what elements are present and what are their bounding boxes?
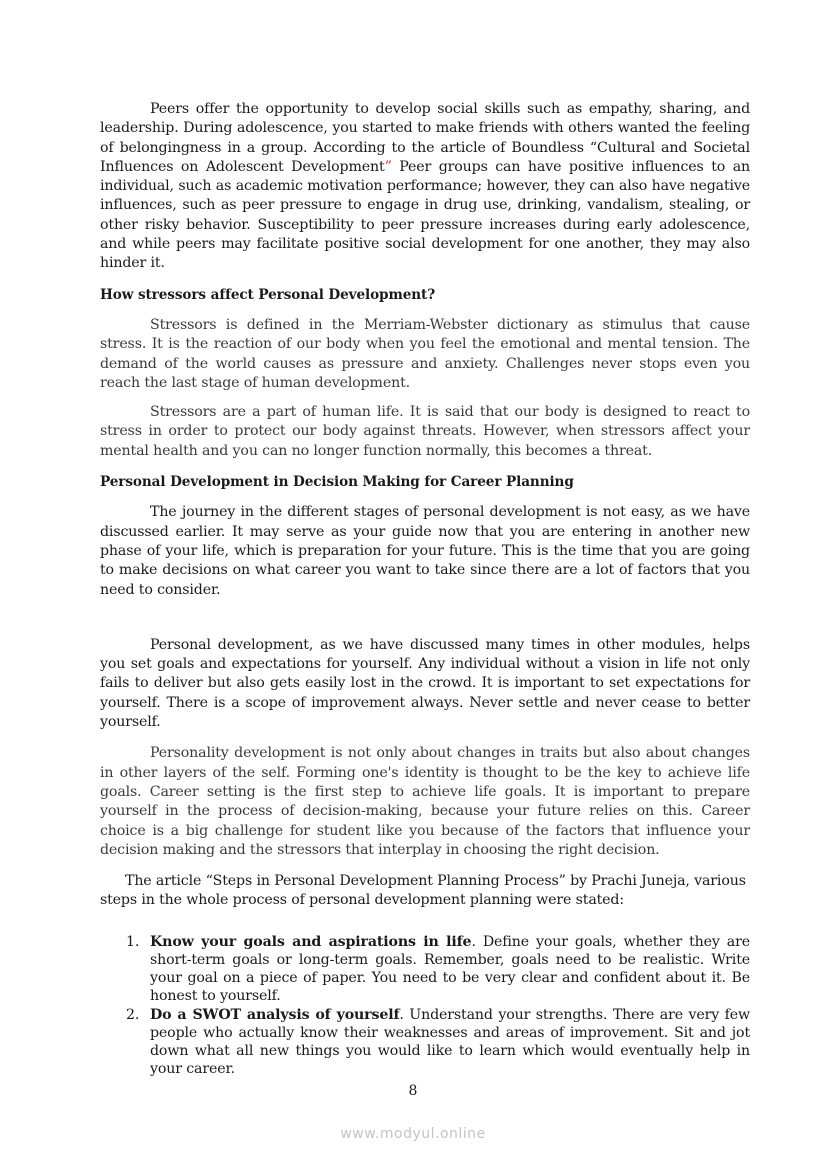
spacer bbox=[100, 393, 750, 403]
spacer bbox=[100, 732, 750, 744]
paragraph-personal-development: Personal development, as we have discussed many times in other modules, helps you set goals and expectations for yourself. Any individual without a vision in life not only fails to deliver but also gets easily lost in the crowd. It is important to set expectations for yourself. There is a scope of improvement always. Never settle and never cease to better yourself. bbox=[100, 636, 750, 731]
step-title: Do a SWOT analysis of yourself bbox=[150, 1006, 400, 1023]
step-number: 1. bbox=[126, 933, 140, 950]
step-text: . Understand your strengths. There are very few people who actually know their weaknesses and areas of improvement. Sit and jot down what all new things you would like to learn which would eventually help in your career. bbox=[150, 1006, 750, 1078]
spacer bbox=[100, 860, 750, 872]
page-number: 8 bbox=[408, 1083, 418, 1099]
list-item-step-2 bbox=[100, 1006, 750, 1079]
step-number: 2. bbox=[126, 1006, 140, 1023]
list-item-step-1 bbox=[100, 933, 750, 1006]
red-closing-quote: ” bbox=[384, 158, 392, 175]
paragraph-article-intro: The article “Steps in Personal Development Planning Process” by Prachi Juneja, various steps in the whole process of personal development planning were stated: bbox=[100, 873, 746, 909]
paragraph-peers-text-b: Peer groups can have positive influences to an individual, such as academic motivation performance; however, they can also have negative influences, such as peer pressure to engage in drug use, drinking, vandalism, stealing, or other risky behavior. Susceptibility to peer pressure increases during early adolescence, and while peers may facilitate positive social development for one another, they may also hinder it. bbox=[100, 158, 750, 272]
step-text: . Define your goals, whether they are short-term goals or long-term goals. Remember, goals need to be realistic. Write your goal on a piece of paper. You need to be very clear and confident about it. Be honest to yourself. bbox=[150, 933, 750, 1005]
heading-stressors: How stressors affect Personal Development? bbox=[100, 286, 436, 303]
watermark-url: www.modyul.online bbox=[340, 1126, 486, 1142]
spacer bbox=[100, 461, 750, 473]
spacer bbox=[100, 274, 750, 286]
paragraph-stressors-life: Stressors are a part of human life. It is said that our body is designed to react to stress in order to protect our body against threats. However, when stressors affect your mental health and you can no longer function normally, this becomes a threat. bbox=[100, 404, 750, 459]
step-title: Know your goals and aspirations in life bbox=[150, 933, 472, 950]
heading-career-planning: Personal Development in Decision Making for Career Planning bbox=[100, 474, 574, 491]
spacer bbox=[100, 305, 750, 316]
paragraph-journey: The journey in the different stages of personal development is not easy, as we have discussed earlier. It may serve as your guide now that you are entering in another new phase of your life, which is preparation for your future. This is the time that you are going to make decisions on what career you want to take since there are a lot of factors that you need to consider. bbox=[100, 504, 750, 598]
document-page bbox=[100, 100, 750, 1078]
paragraph-peers-text-a: Peers offer the opportunity to develop social skills such as empathy, sharing, and leadership. During adolescence, you started to make friends with others wanted the feeling of belongingness in a group. According to the article of Boundless “Cultural and Societal Influences on Adolescent Development bbox=[100, 101, 750, 175]
spacer bbox=[100, 600, 750, 636]
spacer bbox=[100, 911, 750, 933]
paragraph-personality-development: Personality development is not only about changes in traits but also about changes in other layers of the self. Forming one's identity is thought to be the key to achieve life goals. Career setting is the first step to achieve life goals. It is important to prepare yourself in the process of decision-making, because your future relies on this. Career choice is a big challenge for student like you because of the factors that influence your decision making and the stressors that interplay in choosing the right decision. bbox=[100, 745, 750, 858]
spacer bbox=[100, 492, 750, 503]
paragraph-stressors-definition: Stressors is defined in the Merriam-Webster dictionary as stimulus that cause stress. It is the reaction of our body when you feel the emotional and mental tension. The demand of the world causes as pressure and anxiety. Challenges never stops even you reach the last stage of human development. bbox=[100, 316, 750, 391]
paragraph-peers bbox=[100, 100, 750, 274]
steps-list bbox=[100, 933, 750, 1079]
